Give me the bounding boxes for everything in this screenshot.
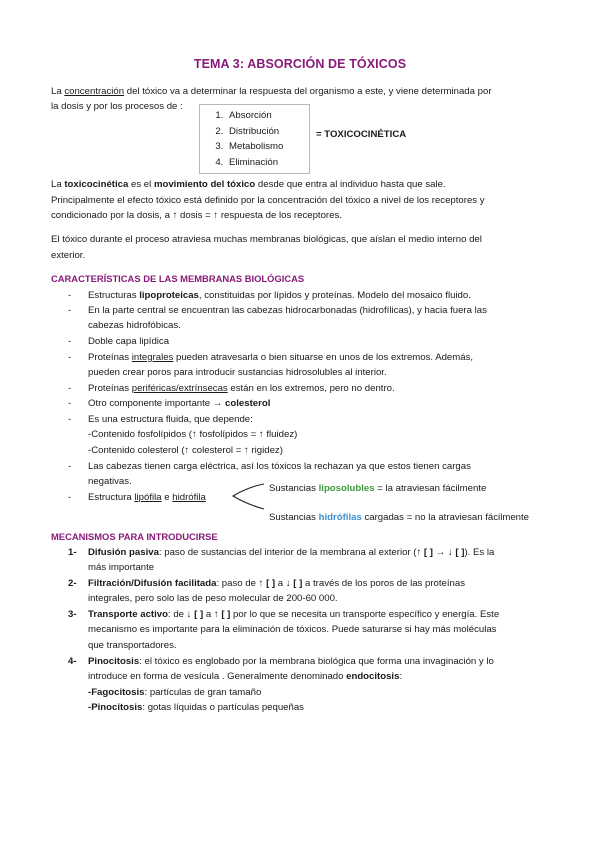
item-number: 2- [68,578,77,589]
text: : paso de sustancias del interior de la membrana al exterior ( [158,547,417,558]
intro-line-2: la dosis y por los procesos de : [51,101,183,112]
toxicokinetics-line-1 [51,177,551,192]
text: a [275,578,286,589]
item-number: 1- [68,547,77,558]
bullet-dash: - [68,398,72,409]
text: es el [128,179,154,190]
text: del tóxico va a determinar la respuesta del organismo a este, y viene determinada por [124,86,492,97]
text: Proteínas [88,383,132,394]
branch-hidrofilas [269,510,589,525]
item-number: 3- [68,609,77,620]
sub-item [88,700,558,715]
underlined-term: integrales [131,352,174,363]
text: Estructura [88,492,135,503]
list-item [88,396,558,411]
sub-item [88,685,558,700]
underlined-term: periféricas/extrínsecas [131,383,228,394]
sub-item: -Contenido colesterol (↑ colesterol = ↑ rigidez) [88,445,283,456]
underlined-term: lipófila [134,492,162,503]
text: La [51,179,65,190]
branch-liposolubles [269,481,569,496]
list-item-cont: negativas. [88,476,132,487]
text: : gotas líquidas o partículas pequeñas [142,702,304,713]
list-item: Es una estructura fluida, que depende: [88,414,253,425]
list-item-cont: pueden crear poros para introducir sustancias hidrosolubles al interior. [88,367,387,378]
section-heading-mechanisms: MECANISMOS PARA INTRODUCIRSE [51,531,218,542]
item-number: 4- [68,656,77,667]
text: desde que entra al individuo hasta que sale. [255,179,446,190]
text: : el tóxico es englobado por la membrana biológica que forma una invaginación y lo [139,656,494,667]
bold-term: endocitosis [346,671,400,682]
bullet-dash: - [68,461,72,472]
bold-term: movimiento del tóxico [153,179,256,190]
text: por lo que se necesita un transporte específico y energía. Este [230,609,500,620]
bold-term: ↓ [ ] [186,609,204,620]
text: , constituidas por lípidos y proteínas. Modelo del mosaico fluido. [198,290,471,301]
toxicokinetics-line-2: Principalmente el efecto tóxico está definido por la concentración del tóxico a nivel de los receptores y [51,195,485,206]
bullet-dash: - [68,414,72,425]
text: : [399,671,403,682]
bold-term: lipoproteicas [139,290,199,301]
highlight-hidrofilas: hidrófilas [318,512,362,523]
bullet-dash: - [68,305,72,316]
list-item [88,490,238,505]
bold-term: Difusión pasiva [88,547,159,558]
text: introduce en forma de vesícula . Generalmente denominado [88,671,347,682]
branch-brace-icon [229,478,269,514]
intro-line-1 [51,84,551,99]
bold-term: ↑ [ ] [213,609,231,620]
toxicokinetics-label: = TOXICOCINÉTICA [316,129,407,140]
mechanism-item [88,545,558,560]
text: = la atraviesan fácilmente [374,483,487,494]
text: e [161,492,173,503]
bullet-dash: - [68,383,72,394]
sub-item: -Contenido fosfolípidos (↑ fosfolípidos = ↑ fluidez) [88,429,298,440]
list-item [88,381,558,396]
text: : partículas de gran tamaño [144,687,262,698]
list-item: En la parte central se encuentran las cabezas hidrocarbonadas (hidrofílicas), y hacia fuera las [88,305,487,316]
text: están en los extremos, pero no dentro. [227,383,395,394]
process-item: 2. Distribución [226,124,309,140]
text: Otro componente importante → [88,398,226,409]
bold-term: Pinocitosis [88,656,140,667]
list-item [88,350,558,365]
list-item-cont: cabezas hidrofóbicas. [88,320,181,331]
text: Proteínas [88,352,132,363]
text: a [203,609,214,620]
mechanism-item [88,654,558,669]
bold-term: -Fagocitosis [88,687,145,698]
list-item [88,288,558,303]
membranes-line-1: El tóxico durante el proceso atraviesa muchas membranas biológicas, que aíslan el medio interno del [51,234,482,245]
bullet-dash: - [68,290,72,301]
processes-box [199,104,310,174]
bold-term: ↓ [ ] [285,578,303,589]
section-heading-membranes: CARACTERÍSTICAS DE LAS MEMBRANAS BIOLÓGICAS [51,273,305,284]
page-title: TEMA 3: ABSORCIÓN DE TÓXICOS [193,57,407,71]
bold-term: ↑ [ ] → ↓ [ ] [416,547,465,558]
membranes-line-2: exterior. [51,250,86,261]
list-item: Doble capa lipídica [88,336,170,347]
highlight-liposolubles: liposolubles [318,483,375,494]
text: : de [167,609,187,620]
process-item: 3. Metabolismo [226,139,309,155]
text: La [51,86,65,97]
mechanism-item [88,607,558,622]
underlined-term: hidrófila [172,492,206,503]
bold-term: -Pinocitosis [88,702,143,713]
text: pueden atravesarla o bien situarse en unos de los extremos. Además, [173,352,474,363]
bold-term: colesterol [225,398,271,409]
mechanism-item-cont: integrales, pero solo las de peso molecular de 200-60 000. [88,593,338,604]
mechanism-item-cont: mecanismo es importante para la eliminación de tóxicos. Puede saturarse si hay más moléculas [88,624,497,635]
list-item: Las cabezas tienen carga eléctrica, así los tóxicos la rechazan ya que estos tienen cargas [88,461,471,472]
text: Sustancias [269,483,319,494]
text: a través de los poros de las proteínas [302,578,465,589]
mechanism-item-cont: que transportadores. [88,640,177,651]
bold-term: Transporte activo [88,609,168,620]
mechanism-item [88,576,558,591]
bold-term: ↑ [ ] [258,578,276,589]
text: Sustancias [269,512,319,523]
underlined-term: concentración [64,86,125,97]
mechanism-item-cont: más importante [88,562,155,573]
bullet-dash: - [68,492,72,503]
mechanism-item-cont [88,669,558,684]
text: cargadas = no la atraviesan fácilmente [361,512,529,523]
process-item: 4. Eliminación [226,155,309,171]
bold-term: Filtración/Difusión facilitada [88,578,217,589]
bold-term: toxicocinética [64,179,129,190]
process-item: 1. Absorción [226,108,309,124]
text: ). Es la [464,547,495,558]
text: : paso de [216,578,259,589]
bullet-dash: - [68,336,72,347]
processes-list [200,105,309,170]
text: Estructuras [88,290,140,301]
toxicokinetics-line-3: condicionado por la dosis, a ↑ dosis = ↑ respuesta de los receptores. [51,210,342,221]
bullet-dash: - [68,352,72,363]
